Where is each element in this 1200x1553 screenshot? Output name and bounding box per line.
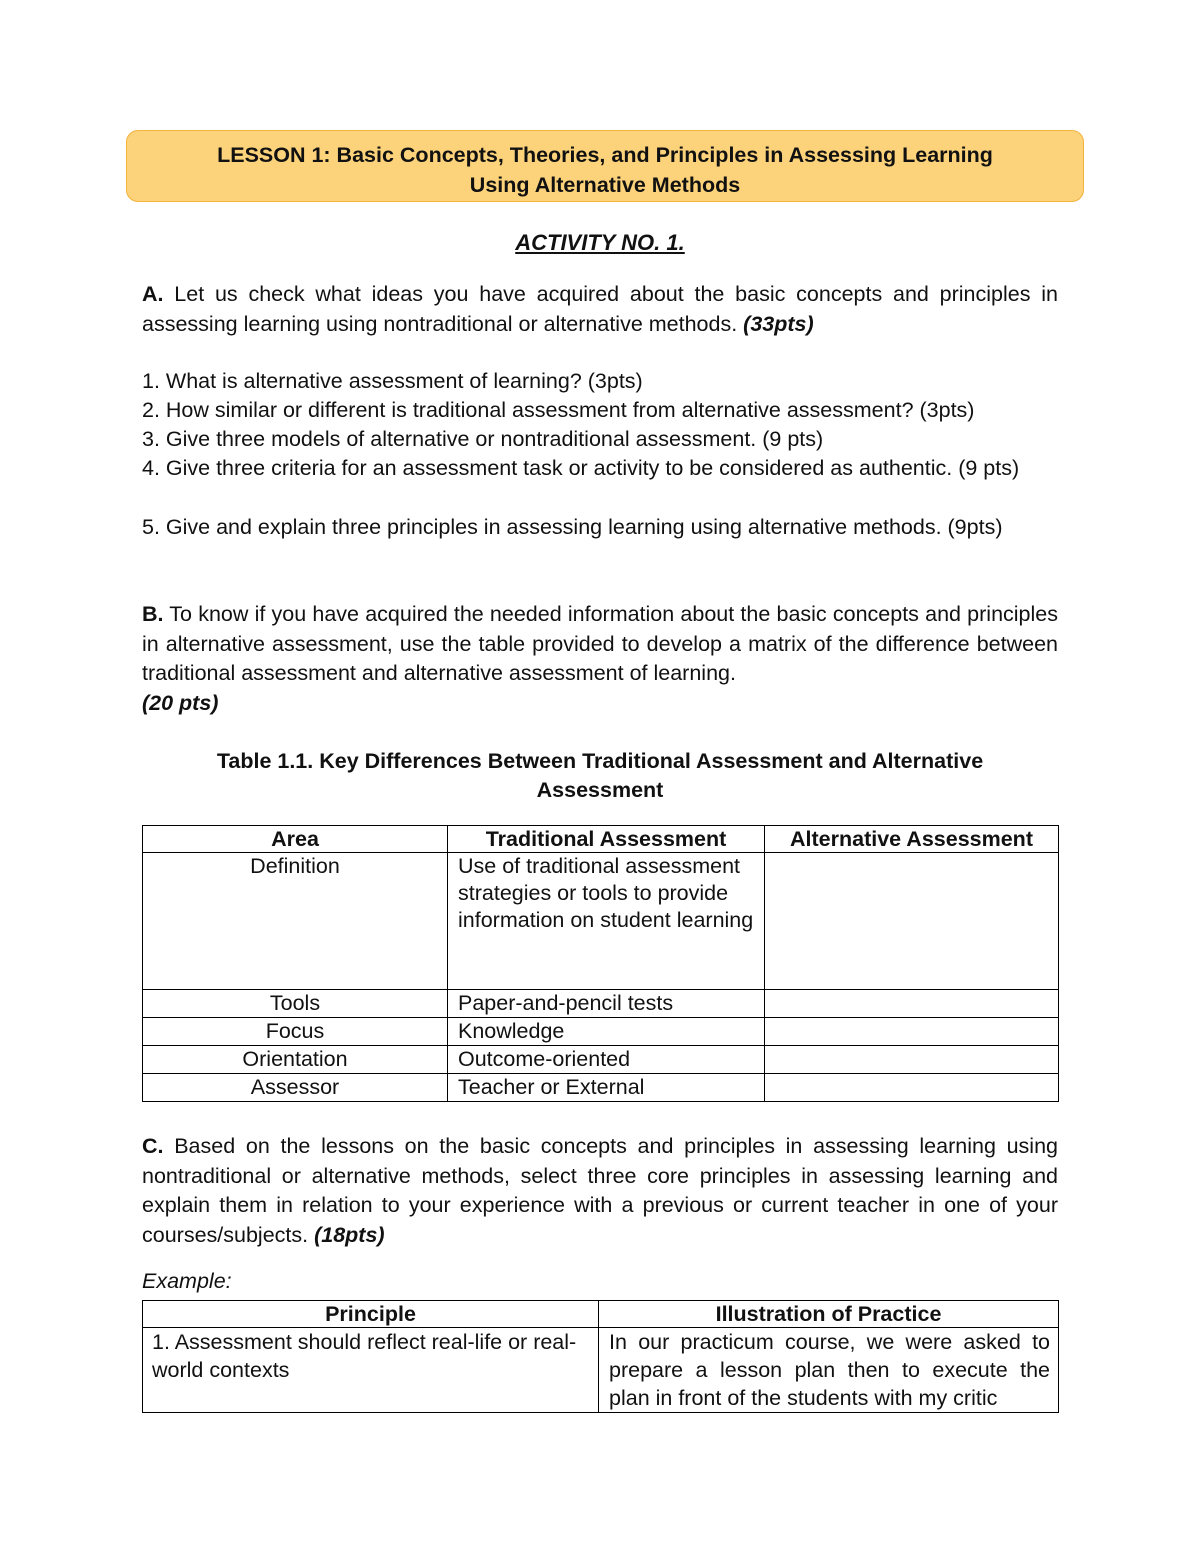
question-4: 4. Give three criteria for an assessment task or activity to be considered as authentic. (9 pts) [142, 456, 1020, 480]
activity-title: ACTIVITY NO. 1. [515, 230, 685, 255]
cell-area: Tools [143, 990, 448, 1018]
section-c-points: (18pts) [314, 1222, 385, 1247]
header-alternative: Alternative Assessment [765, 826, 1059, 853]
cell-alternative[interactable] [765, 1074, 1059, 1102]
header-illustration: Illustration of Practice [599, 1301, 1059, 1328]
section-b-intro [142, 600, 1058, 718]
section-a-intro [142, 280, 1058, 339]
section-b-label: B. [142, 602, 164, 626]
question-5: 5. Give and explain three principles in assessing learning using alternative methods. (9pts) [142, 515, 1003, 539]
table-row [143, 1046, 1059, 1074]
lesson-title-line1: LESSON 1: Basic Concepts, Theories, and Principles in Assessing Learning [217, 143, 993, 167]
cell-traditional: Paper-and-pencil tests [448, 990, 765, 1018]
table-row [143, 1328, 1059, 1413]
table-row [143, 1074, 1059, 1102]
section-b-points: (20 pts) [142, 690, 219, 715]
cell-traditional: Outcome-oriented [448, 1046, 765, 1074]
differences-table [142, 825, 1059, 1102]
cell-alternative[interactable] [765, 990, 1059, 1018]
cell-principle: 1. Assessment should reflect real-life or real- world contexts [143, 1328, 599, 1413]
lesson-title-banner [126, 130, 1084, 202]
section-c-text: Based on the lessons on the basic concepts and principles in assessing learning using nontraditional or alternative methods, select three core principles in assessing learning and explain them in relation to your experience with a previous or current teacher in one of your courses/subjects. [142, 1134, 1058, 1247]
lesson-title-line2: Using Alternative Methods [469, 173, 741, 197]
table-row [143, 1018, 1059, 1046]
header-principle: Principle [143, 1301, 599, 1328]
cell-area: Definition [143, 853, 448, 990]
principles-table [142, 1300, 1059, 1413]
section-a-label: A. [142, 282, 164, 306]
cell-alternative[interactable] [765, 1018, 1059, 1046]
section-a-text: Let us check what ideas you have acquired about the basic concepts and principles in assessing learning using nontraditional or alternative methods. [142, 282, 1058, 336]
question-3: 3. Give three models of alternative or nontraditional assessment. (9 pts) [142, 427, 824, 451]
cell-alternative[interactable] [765, 1046, 1059, 1074]
table1-caption [142, 747, 1058, 804]
header-traditional: Traditional Assessment [448, 826, 765, 853]
section-c-label: C. [142, 1134, 164, 1158]
question-1: 1. What is alternative assessment of learning? (3pts) [142, 369, 643, 393]
table-row [143, 990, 1059, 1018]
section-a-points: (33pts) [743, 311, 814, 336]
header-area: Area [143, 826, 448, 853]
example-label: Example: [142, 1269, 232, 1293]
cell-traditional: Knowledge [448, 1018, 765, 1046]
table1-caption-line1: Table 1.1. Key Differences Between Traditional Assessment and Alternative [216, 749, 984, 773]
cell-area: Orientation [143, 1046, 448, 1074]
cell-alternative[interactable] [765, 853, 1059, 990]
table1-caption-line2: Assessment [536, 777, 664, 802]
cell-traditional: Use of traditional assessment strategies or tools to provide information on student learning [448, 853, 765, 990]
cell-area: Focus [143, 1018, 448, 1046]
table-row [143, 853, 1059, 990]
question-2: 2. How similar or different is traditional assessment from alternative assessment? (3pts) [142, 398, 975, 422]
cell-traditional: Teacher or External [448, 1074, 765, 1102]
cell-illustration: In our practicum course, we were asked to prepare a lesson plan then to execute the plan in front of the students with my critic [599, 1328, 1059, 1413]
section-c-intro [142, 1132, 1058, 1250]
section-b-text: To know if you have acquired the needed information about the basic concepts and principles in alternative assessment, use the table provided to develop a matrix of the difference between traditional assessment and alternative assessment of learning. [142, 602, 1058, 685]
table-header-row [143, 826, 1059, 853]
table-header-row [143, 1301, 1059, 1328]
cell-area: Assessor [143, 1074, 448, 1102]
